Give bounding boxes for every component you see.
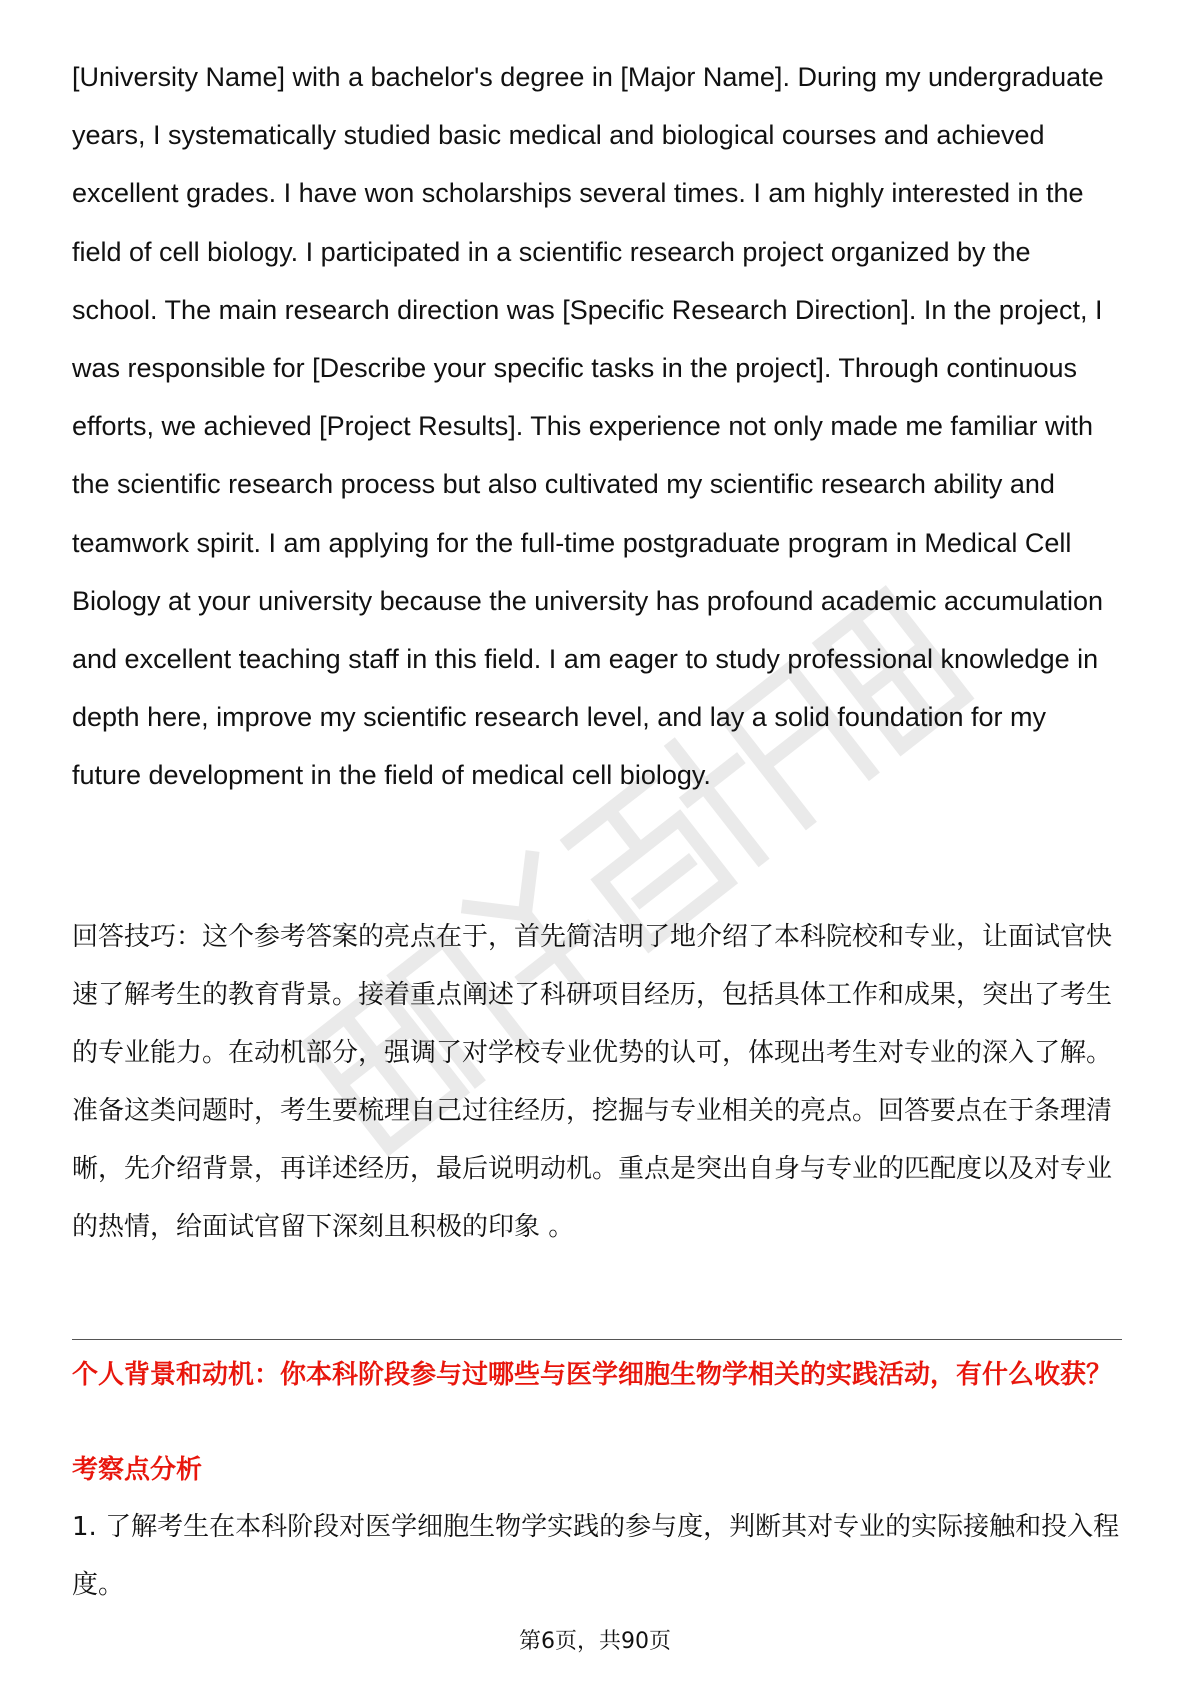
analysis-heading: 考察点分析 [72,1455,203,1485]
page-number-footer: 第6页，共90页 [519,1629,671,1654]
analysis-point-1: 1. 了解考生在本科阶段对医学细胞生物学实践的参与度，判断其对专业的实际接触和投入程度。 [72,1512,1120,1600]
answer-tips-paragraph: 回答技巧：这个参考答案的亮点在于，首先简洁明了地介绍了本科院校和专业，让面试官快速了解考生的教育背景。接着重点阐述了科研项目经历，包括具体工作和成果，突出了考生的专业能力。在动机部分，强调了对学校专业优势的认可，体现出考生对专业的深入了解。准备这类问题时，考生要梳理自己过往经历，挖掘与专业相关的亮点。回答要点在于条理清晰，先介绍背景，再详述经历，最后说明动机。重点是突出自身与专业的匹配度以及对专业的热情，给面试官留下深刻且积极的印象 。 [72,922,1113,1242]
question-heading: 个人背景和动机：你本科阶段参与过哪些与医学细胞生物学相关的实践活动，有什么收获？ [72,1360,1113,1390]
answer-paragraph: [University Name] with a bachelor's degree in [Major Name]. During my undergraduate years, I systematically studied basic medical and biological courses and achieved excellent grades. I have won scholarships several times. I am highly interested in the field of cell biology. I participated in a scientific research project organized by the school. The main research direction was [Specific Research Direction]. In the project, I was responsible for [Describe your specific tasks in the project]. Through continuous efforts, we achieved [Project Results]. This experience not only made me familiar with the scientific research process but also cultivated my scientific research ability and teamwork spirit. I am applying for the full-time postgraduate program in Medical Cell Biology at your university because the university has profound academic accumulation and excellent teaching staff in this field. I am eager to study professional knowledge in depth here, improve my scientific research level, and lay a solid foundation for my future development in the field of medical cell biology. [72,62,1104,791]
section-divider [72,1339,1122,1340]
